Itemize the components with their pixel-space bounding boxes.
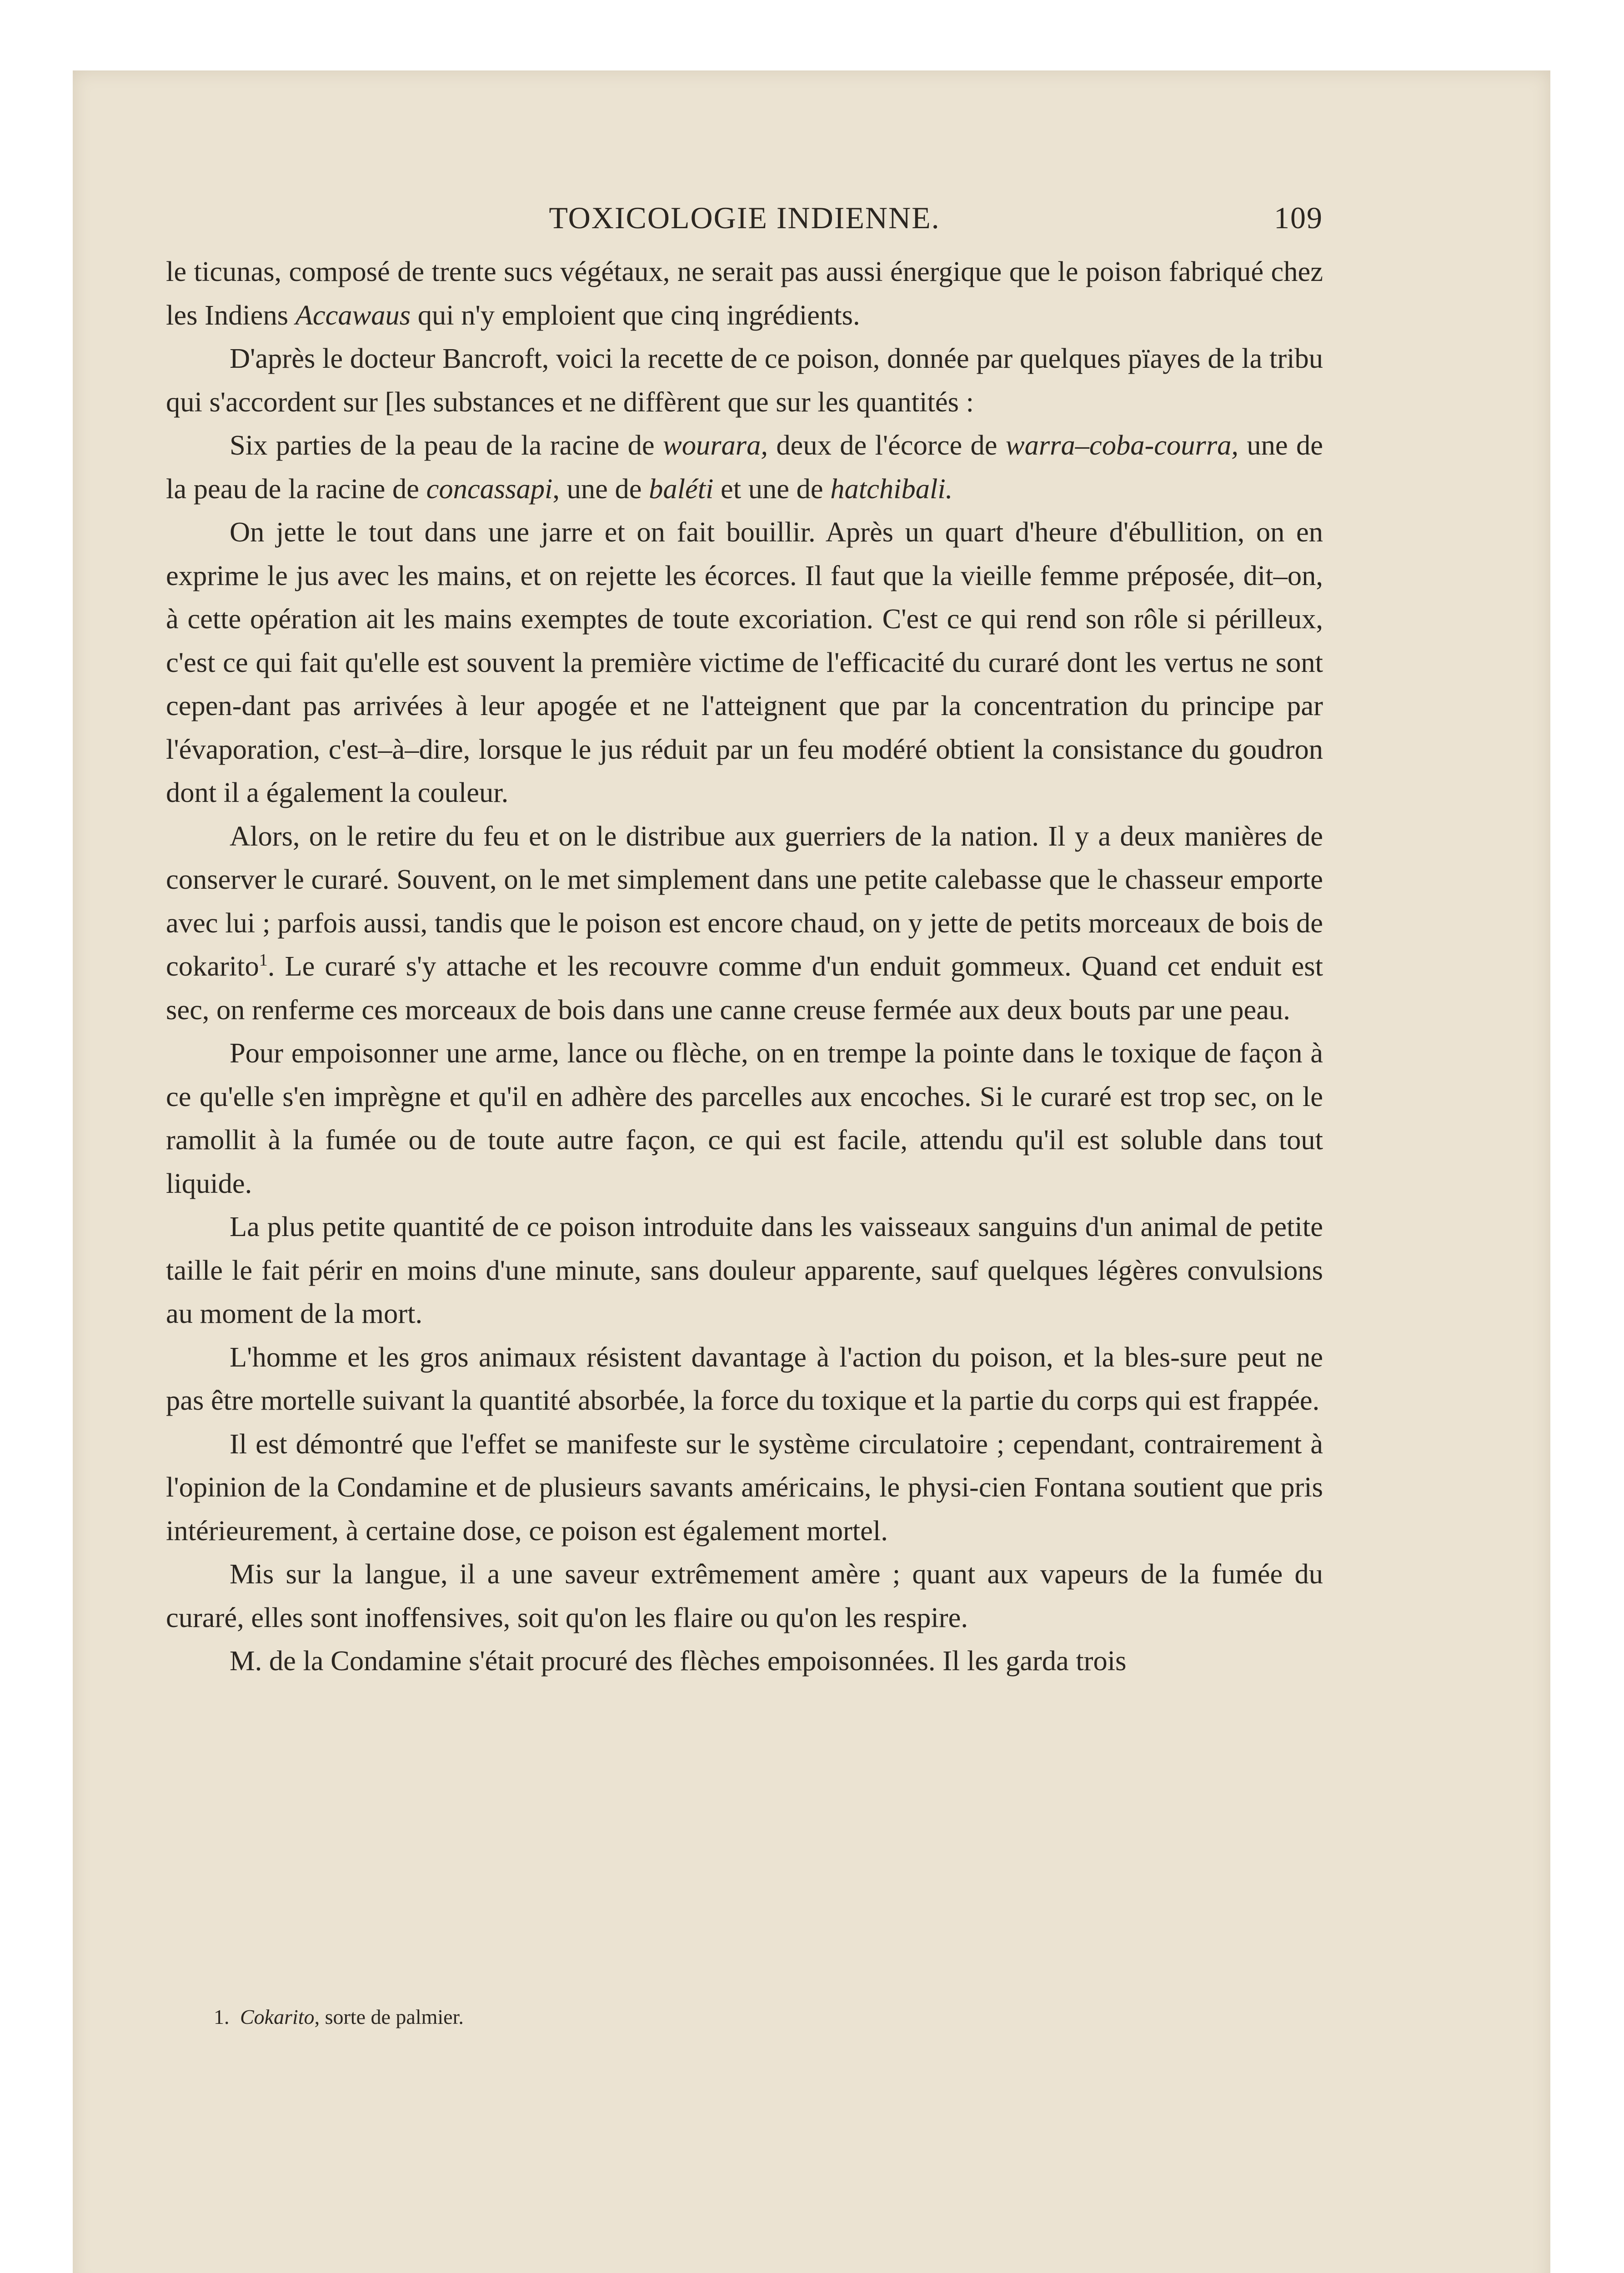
paragraph	[166, 1031, 1323, 1205]
paragraph	[166, 1205, 1323, 1336]
paragraph	[166, 1552, 1323, 1639]
italic-term: warra–coba-courra,	[1005, 429, 1239, 461]
paragraph	[166, 337, 1323, 424]
paragraph-text: Pour empoisonner une arme, lance ou flèche, on en trempe la pointe dans le toxique de façon à ce qu'elle s'en imprègne et qu'il en adhère des parcelles aux encoches. Si le curaré est trop sec, on le ramollit à la fumée ou de toute autre façon, ce qui est facile, attendu qu'il est soluble dans tout liquide.	[166, 1037, 1323, 1199]
paragraph-text: une de la peau de la racine de	[166, 429, 1323, 505]
paragraph	[166, 511, 1323, 815]
running-title: TOXICOLOGIE INDIENNE.	[549, 200, 940, 235]
paragraph-text: qui n'y emploient que cinq ingrédients.	[411, 299, 860, 331]
body-text	[166, 250, 1323, 1683]
paragraph-text: . Le curaré s'y attache et les recouvre comme d'un enduit gommeux. Quand cet enduit est sec, on renferme ces morceaux de bois dans une canne creuse fermée aux deux bouts par une peau.	[166, 950, 1323, 1026]
footnote	[214, 2005, 1305, 2029]
italic-term: Accawaus	[295, 299, 411, 331]
paragraph-text: Mis sur la langue, il a une saveur extrêmement amère ; quant aux vapeurs de la fumée du curaré, elles sont inoffensives, soit qu'on les flaire ou qu'on les respire.	[166, 1558, 1323, 1633]
paragraph	[166, 1639, 1323, 1683]
paragraph-text: L'homme et les gros animaux résistent davantage à l'action du poison, et la bles-sure peut ne pas être mortelle suivant la quantité absorbée, la force du toxique et la partie du corps qui est frappée.	[166, 1341, 1323, 1416]
paragraph-text: et une de	[713, 472, 831, 505]
paragraph	[166, 424, 1323, 511]
paragraph-text: La plus petite quantité de ce poison introduite dans les vaisseaux sanguins d'un animal de petite taille le fait périr en moins d'une minute, sans douleur apparente, sauf quelques légères convulsions au moment de la mort.	[166, 1211, 1323, 1329]
paragraph	[166, 815, 1323, 1032]
italic-term: wourara,	[663, 429, 768, 461]
page-content	[166, 200, 1323, 1683]
paragraph-text: le ticunas, composé de trente sucs végétaux, ne serait pas aussi énergique que le poison fabriqué chez les Indiens	[166, 255, 1323, 331]
paragraph-text: M. de la Condamine s'était procuré des flèches empoisonnées. Il les garda trois	[230, 1645, 1127, 1677]
paragraph-text: deux de l'écorce de	[767, 429, 1006, 461]
paragraph-text: Il est démontré que l'effet se manifeste sur le système circulatoire ; cependant, contrairement à l'opinion de la Condamine et de plusieurs savants américains, le physi-cien Fontana soutient que pris intérieurement, à certaine dose, ce poison est également mortel.	[166, 1427, 1323, 1547]
italic-term: baléti	[649, 472, 714, 505]
footnote-reference: 1	[259, 951, 268, 970]
running-header	[166, 200, 1323, 250]
footnote-text: , sorte de palmier.	[314, 2005, 464, 2028]
footnote-term: Cokarito	[240, 2005, 315, 2028]
italic-term: hatchibali.	[830, 472, 953, 505]
paragraph-text: On jette le tout dans une jarre et on fait bouillir. Après un quart d'heure d'ébullition, on en exprime le jus avec les mains, et on rejette les écorces. Il faut que la vieille femme préposée, dit–on, à cette opération ait les mains exemptes de toute excoriation. C'est ce qui rend son rôle si périlleux, c'est ce qui fait qu'elle est souvent la première victime de l'efficacité du curaré dont les vertus ne sont cepen-dant pas arrivées à leur apogée et ne l'atteignent que par la concentration du principe par l'évaporation, c'est–à–dire, lorsque le jus réduit par un feu modéré obtient la consistance du goudron dont il a également la couleur.	[166, 516, 1323, 808]
paragraph-text: Six parties de la peau de la racine de	[230, 429, 663, 461]
italic-term: concassapi	[426, 472, 553, 505]
paragraph	[166, 250, 1323, 337]
paragraph-text: , une de	[552, 472, 649, 505]
paragraph	[166, 1422, 1323, 1553]
footnote-number: 1.	[214, 2005, 230, 2028]
paragraph-text: Alors, on le retire du feu et on le distribue aux guerriers de la nation. Il y a deux manières de conserver le curaré. Souvent, on le met simplement dans une petite calebasse que le chasseur emporte avec lui ; parfois aussi, tandis que le poison est encore chaud, on y jette de petits morceaux de bois de cokarito	[166, 820, 1323, 982]
paragraph	[166, 1336, 1323, 1422]
page-number: 109	[1274, 200, 1323, 235]
paragraph-text: D'après le docteur Bancroft, voici la recette de ce poison, donnée par quelques pïayes de la tribu qui s'accordent sur [les substances et ne diffèrent que sur les quantités :	[166, 342, 1323, 418]
